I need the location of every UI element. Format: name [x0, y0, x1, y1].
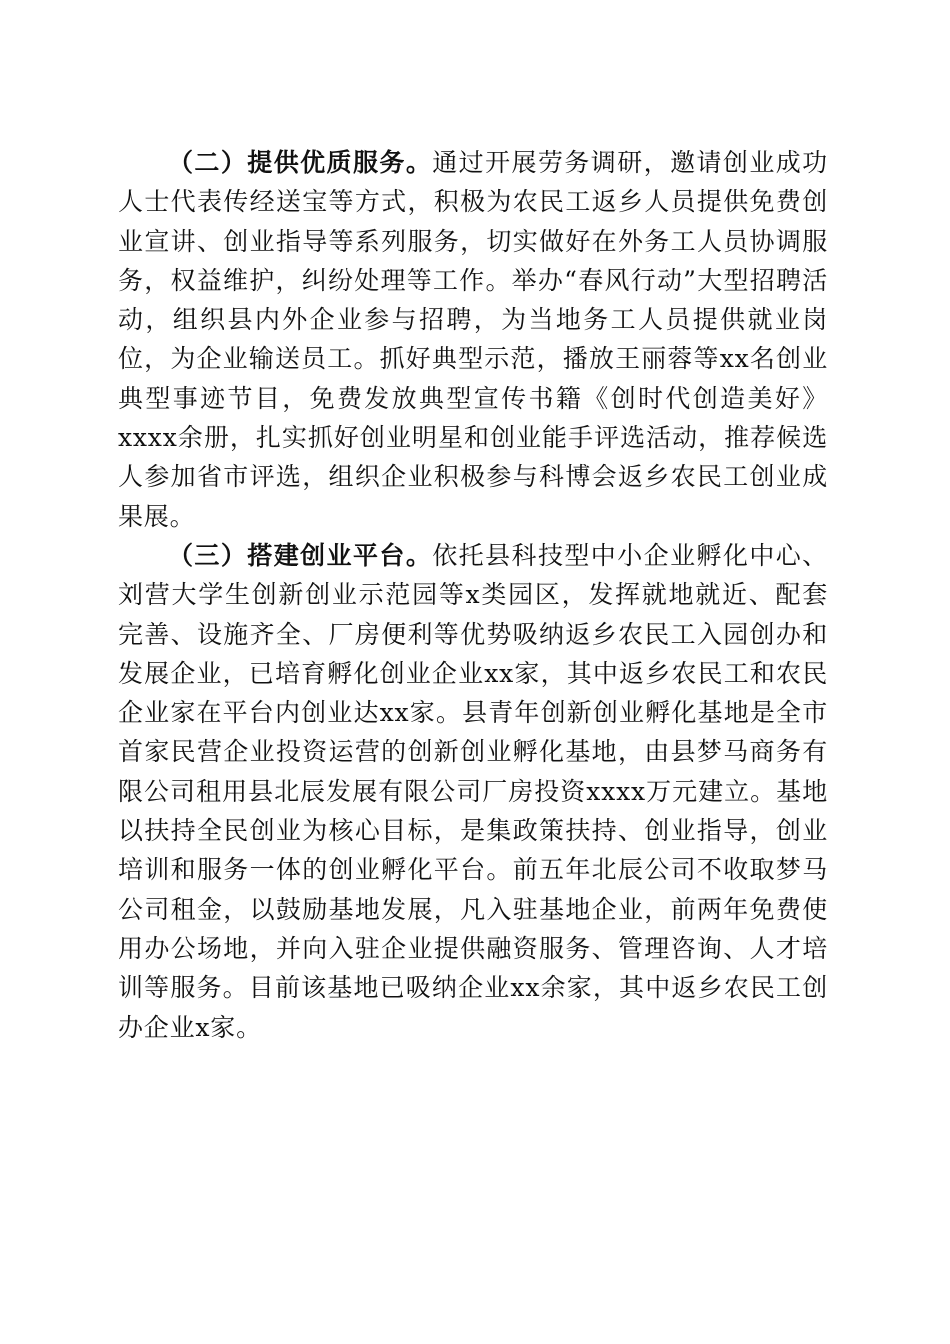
paragraph-provide-services	[118, 143, 828, 536]
paragraph-build-platform	[118, 536, 828, 1047]
paragraph-text: 依托县科技型中小企业孵化中心、刘营大学生创新创业示范园等x类园区，发挥就地就近、配套完善、设施齐全、厂房便利等优势吸纳返乡农民工入园创办和发展企业，已培育孵化创业企业xx家，其中返乡农民工和农民企业家在平台内创业达xx家。县青年创新创业孵化基地是全市首家民营企业投资运营的创新创业孵化基地，由县梦马商务有限公司租用县北辰发展有限公司厂房投资xxxx万元建立。基地以扶持全民创业为核心目标，是集政策扶持、创业指导，创业培训和服务一体的创业孵化平台。前五年北辰公司不收取梦马公司租金，以鼓励基地发展，凡入驻基地企业，前两年免费使用办公场地，并向入驻企业提供融资服务、管理咨询、人才培训等服务。目前该基地已吸纳企业xx余家，其中返乡农民工创办企业x家。	[118, 540, 828, 1042]
document-body	[118, 143, 828, 1047]
paragraph-heading: （三）搭建创业平台。	[168, 540, 433, 570]
paragraph-heading: （二）提供优质服务。	[168, 148, 433, 177]
paragraph-text: 通过开展劳务调研，邀请创业成功人士代表传经送宝等方式，积极为农民工返乡人员提供免费创业宣讲、创业指导等系列服务，切实做好在外务工人员协调服务，权益维护，纠纷处理等工作。举办“春风行动”大型招聘活动，组织县内外企业参与招聘，为当地务工人员提供就业岗位，为企业输送员工。抓好典型示范，播放王丽蓉等xx名创业典型事迹节目，免费发放典型宣传书籍《创时代创造美好》xxxx余册，扎实抓好创业明星和创业能手评选活动，推荐候选人参加省市评选，组织企业积极参与科博会返乡农民工创业成果展。	[118, 148, 828, 531]
